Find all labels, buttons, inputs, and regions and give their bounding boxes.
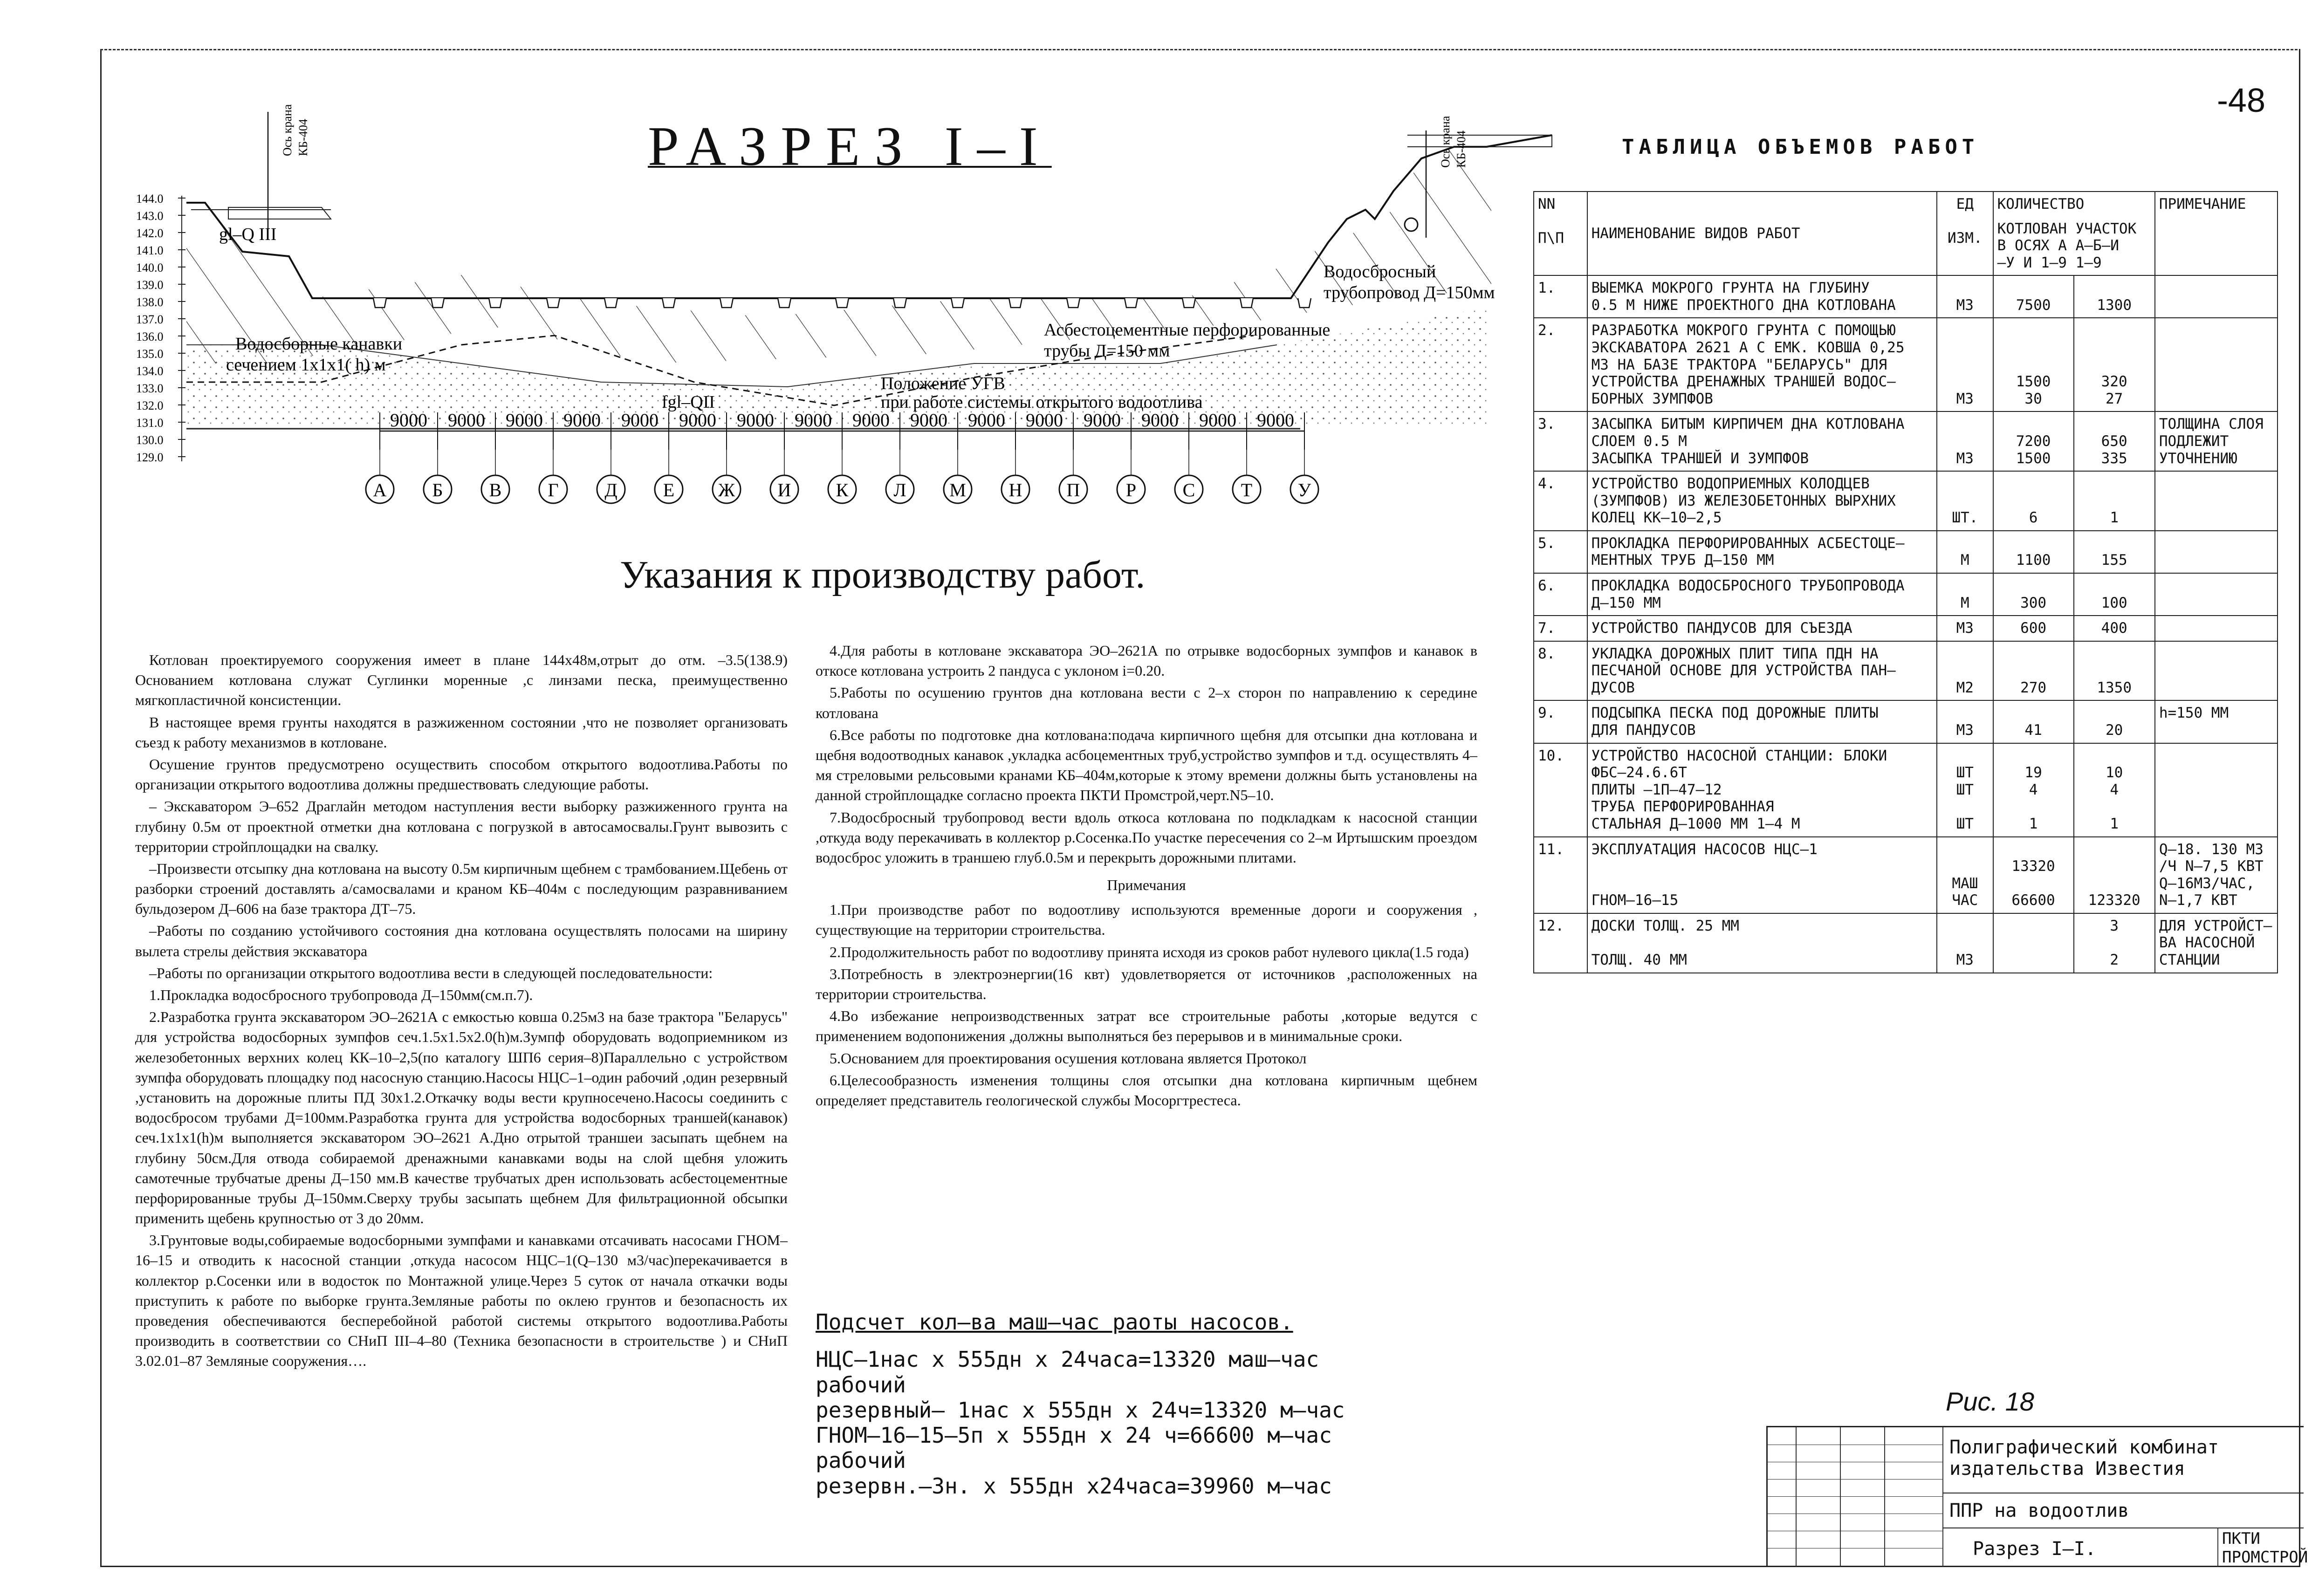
paragraph: 5.Работы по осушению грунтов дна котлована вести с 2–х сторон по направлению к середине котлована	[816, 684, 1477, 721]
row-qty-pit: 300	[1993, 573, 2074, 616]
row-note	[2155, 616, 2278, 641]
row-note	[2155, 471, 2278, 531]
calc-line: резервн.–3н. х 555дн х24часа=39960 м–час	[816, 1473, 1332, 1499]
soil-left-label: gl–Q III	[219, 225, 277, 244]
paragraph: 1.Прокладка водосбросного трубопровода Д–150мм(см.п.7).	[149, 986, 533, 1003]
calc-line: рабочий	[816, 1372, 906, 1397]
row-qty-area: 10 4 1	[2074, 743, 2155, 837]
row-qty-pit: 41	[1993, 700, 2074, 743]
axis-label: П	[1066, 479, 1080, 500]
table-row	[1534, 318, 2278, 411]
elevation-label: 129.0	[136, 451, 164, 464]
row-note: Q–18. 130 М3 /Ч N–7,5 КВТ Q–16М3/ЧАС, N–1,7 КВТ	[2155, 837, 2278, 913]
table-title: ТАБЛИЦА ОБЪЕМОВ РАБОТ	[1622, 135, 1979, 159]
table-row	[1534, 641, 2278, 701]
calc-line: НЦС–1нас х 555дн х 24часа=13320 маш–час	[816, 1347, 1319, 1372]
table-row	[1534, 411, 2278, 471]
span-label: 9000	[1084, 410, 1121, 431]
elevation-label: 143.0	[136, 209, 164, 223]
axis-label: А	[373, 479, 387, 500]
header-name: НАИМЕНОВАНИЕ ВИДОВ РАБОТ	[1587, 192, 1937, 275]
ugv-label-1: Положение УГВ	[881, 374, 1005, 393]
paragraph: Котлован проектируемого сооружения имеет в плане 144х48м,отрыт до отм. –3.5(138.9) Основанием котлована служат Суглинки моренные ,с линзами песка, преимущественно мягкопластичной консистенции.	[135, 651, 788, 709]
span-label: 9000	[968, 410, 1005, 431]
table-row	[1534, 700, 2278, 743]
paragraph: –Работы по созданию устойчивого состояния дна котлована осуществлять полосами на ширину вылета стрелы действия экскаватора	[135, 922, 788, 959]
elevation-label: 144.0	[136, 192, 164, 205]
row-no: 8.	[1534, 641, 1587, 701]
axis-label: Ж	[718, 479, 735, 500]
section-title: РАЗРЕЗ I–I	[648, 115, 1052, 177]
row-qty-pit	[1993, 913, 2074, 973]
ditch-mark	[951, 298, 964, 308]
paragraph: 5.Основанием для проектирования осушения котлована является Протокол	[830, 1049, 1307, 1067]
discharge-label-1: Водосбросный	[1324, 262, 1436, 281]
span-label: 9000	[1026, 410, 1063, 431]
row-qty-area: 1300	[2074, 275, 2155, 318]
span-label: 9000	[1257, 410, 1294, 431]
axis-label: У	[1297, 479, 1311, 500]
instructions-title: Указания к производству работ.	[620, 553, 1146, 596]
calc-line: рабочий	[816, 1448, 906, 1473]
row-qty-area: 320 27	[2074, 318, 2155, 411]
row-qty-area: 1350	[2074, 641, 2155, 701]
span-label: 9000	[390, 410, 427, 431]
paragraph: 6.Целесообразность изменения толщины слоя отсыпки дна котлована кирпичным щебнем определяет представитель геологической службы Мосоргтрестеса.	[816, 1071, 1477, 1109]
row-unit: МАШ ЧАС	[1937, 837, 1993, 913]
axis-label: Л	[893, 479, 906, 500]
table-row	[1534, 531, 2278, 573]
row-unit: М3	[1937, 700, 1993, 743]
row-name: ДОСКИ ТОЛЩ. 25 ММ ТОЛЩ. 40 ММ	[1587, 913, 1937, 973]
row-note	[2155, 275, 2278, 318]
soil-mid-label: fgl–QII	[662, 392, 715, 412]
paragraph: В настоящее время грунты находятся в разжиженном состоянии ,что не позволяет организовать съезд к работу механизмов в котловане.	[135, 713, 788, 751]
span-label: 9000	[852, 410, 890, 431]
crane-axis-right-label: Ось крана КБ-404	[1439, 116, 1468, 168]
header-unit: ЕД ИЗМ.	[1937, 192, 1993, 275]
row-name: ЗАСЫПКА БИТЫМ КИРПИЧЕМ ДНА КОТЛОВАНА СЛОЕМ 0.5 М ЗАСЫПКА ТРАНШЕЙ И ЗУМПФОВ	[1587, 411, 1937, 471]
axis-label: Н	[1008, 479, 1022, 500]
span-label: 9000	[910, 410, 947, 431]
row-qty-pit: 600	[1993, 616, 2074, 641]
ditch-mark	[1298, 298, 1311, 308]
row-no: 10.	[1534, 743, 1587, 837]
profile-drawing	[135, 103, 1557, 522]
row-unit: М3	[1937, 913, 1993, 973]
row-note	[2155, 531, 2278, 573]
ditch-mark	[1240, 298, 1253, 308]
axis-label: М	[949, 479, 966, 500]
elevation-label: 139.0	[136, 278, 164, 292]
table-row	[1534, 471, 2278, 531]
calc-title: Подсчет кол–ва маш–час раоты насосов.	[816, 1309, 1293, 1335]
table-row	[1534, 913, 2278, 973]
row-no: 3.	[1534, 411, 1587, 471]
elevation-label: 142.0	[136, 226, 164, 240]
axis-label: К	[836, 479, 849, 500]
row-qty-pit: 19 4 1	[1993, 743, 2074, 837]
paragraph: – Экскаватором Э–652 Драглайн методом наступления вести выборку разжиженного грунта на глубину 0.5м от проектной отметки дна котлована с погрузкой в автосамосвалы.Грунт вывозить с территории стройплощадки на свалку.	[135, 798, 788, 855]
elevation-label: 135.0	[136, 347, 164, 361]
stamp-doc: ППР на водоотлив	[1949, 1500, 2129, 1521]
figure-label: Рис. 18	[1946, 1387, 2034, 1416]
calc-line: ГНОМ–16–15–5п х 555дн х 24 ч=66600 м–час	[816, 1423, 1332, 1448]
ditch-mark	[489, 298, 502, 308]
row-name: ЭКСПЛУАТАЦИЯ НАСОСОВ НЦС–1 ГНОМ–16–15	[1587, 837, 1937, 913]
notes-title: Примечания	[1107, 877, 1186, 894]
row-unit: М	[1937, 531, 1993, 573]
row-name: ПРОКЛАДКА ПЕРФОРИРОВАННЫХ АСБЕСТОЦЕ– МЕНТНЫХ ТРУБ Д–150 ММ	[1587, 531, 1937, 573]
ditch-mark	[431, 298, 444, 308]
span-label: 9000	[1199, 410, 1236, 431]
elevation-label: 130.0	[136, 433, 164, 447]
paragraph: 4.Для работы в котловане экскаватора ЭО–2621А по отрывке водосборных зумпфов и канавок в откосе котлована устроить 2 пандуса с уклоном i=0.20.	[816, 642, 1477, 679]
title-block-grid	[1768, 1427, 1942, 1567]
ditch-mark	[893, 298, 906, 308]
pipe-label-1: Асбестоцементные перфорированные	[1044, 320, 1331, 340]
span-label: 9000	[563, 410, 601, 431]
instructions-left-column	[135, 650, 788, 1373]
row-note: ДЛЯ УСТРОЙСТ– ВА НАСОСНОЙ СТАНЦИИ	[2155, 913, 2278, 973]
row-no: 7.	[1534, 616, 1587, 641]
row-qty-area: 3 2	[2074, 913, 2155, 973]
pump-hours-calc	[816, 1309, 1459, 1499]
ditch-label-2: сечением 1х1х1( h) м	[226, 355, 386, 375]
row-no: 4.	[1534, 471, 1587, 531]
row-name: ВЫЕМКА МОКРОГО ГРУНТА НА ГЛУБИНУ 0.5 М НИЖЕ ПРОЕКТНОГО ДНА КОТЛОВАНА	[1587, 275, 1937, 318]
span-label: 9000	[506, 410, 543, 431]
row-unit: М3	[1937, 275, 1993, 318]
ugv-label-2: при работе системы открытого водоотлива	[881, 392, 1203, 412]
table-row	[1534, 616, 2278, 641]
elevation-label: 136.0	[136, 330, 164, 343]
stamp-sheet: Разрез I–I.	[1973, 1538, 2096, 1560]
page-number: -48	[2216, 82, 2265, 119]
paragraph: 3.Грунтовые воды,собираемые водосборными зумпфами и канавками отсачивать насосами ГНОМ–16–15 и отводить к насосной станции ,откуда насосом НЦС–1(Q–130 м3/час)перекачивается в коллектор р.Сосенки или в водосток по Монтажной улице.Через 5 суток от начала откачки воды приступить к работе по выборке грунта.Земляные работы по оклею грунтов и безопасность их проведения обеспечиваются бесперебойной работой системы открытого водоотлива.Работы производить в соответствии со СНиП III–4–80 (Техника безопасности в строительстве ) и СНиП 3.02.01–87 Земляные сооружения….	[135, 1232, 788, 1370]
row-qty-pit: 1100	[1993, 531, 2074, 573]
elevation-label: 132.0	[136, 399, 164, 412]
row-name: УКЛАДКА ДОРОЖНЫХ ПЛИТ ТИПА ПДН НА ПЕСЧАНОЙ ОСНОВЕ ДЛЯ УСТРОЙСТВА ПАН– ДУСОВ	[1587, 641, 1937, 701]
elevation-label: 140.0	[136, 261, 164, 274]
ditch-mark	[836, 298, 849, 308]
axis-label: И	[777, 479, 791, 500]
row-note	[2155, 573, 2278, 616]
ditch-mark	[662, 298, 675, 308]
row-qty-area: 400	[2074, 616, 2155, 641]
stamp-dept-2: ПРОМСТРОЙ	[2222, 1548, 2308, 1567]
row-no: 11.	[1534, 837, 1587, 913]
row-qty-area: 20	[2074, 700, 2155, 743]
row-no: 12.	[1534, 913, 1587, 973]
header-qty: КОЛИЧЕСТВО	[1993, 192, 2155, 217]
row-name: УСТРОЙСТВО НАСОСНОЙ СТАНЦИИ: БЛОКИ ФБС–24.6.6Т ПЛИТЫ –1П–47–12 ТРУБА ПЕРФОРИРОВАННАЯ СТАЛЬНАЯ Д–1000 ММ 1–4 М	[1587, 743, 1937, 837]
row-qty-pit: 6	[1993, 471, 2074, 531]
instructions-right-column	[816, 641, 1477, 1112]
row-qty-area: 1	[2074, 471, 2155, 531]
elevation-label: 138.0	[136, 295, 164, 309]
row-no: 9.	[1534, 700, 1587, 743]
axis-label: Т	[1241, 479, 1253, 500]
axis-markers	[366, 475, 1318, 503]
row-no: 5.	[1534, 531, 1587, 573]
elevation-label: 134.0	[136, 364, 164, 378]
axis-label: С	[1182, 479, 1195, 500]
calc-line: резервный– 1нас х 555дн х 24ч=13320 м–час	[816, 1397, 1345, 1423]
elevation-label: 133.0	[136, 382, 164, 395]
stamp-org-2: издательства Известия	[1949, 1458, 2185, 1480]
frame-top-edge	[100, 49, 2298, 50]
table-row	[1534, 837, 2278, 913]
row-name: УСТРОЙСТВО ПАНДУСОВ ДЛЯ СЪЕЗДА	[1587, 616, 1937, 641]
discharge-label-2: трубопровод Д=150мм	[1324, 283, 1495, 302]
row-qty-pit: 1500 30	[1993, 318, 2074, 411]
span-label: 9000	[1141, 410, 1179, 431]
row-unit: ШТ.	[1937, 471, 1993, 531]
row-qty-pit: 13320 66600	[1993, 837, 2074, 913]
row-qty-pit: 7500	[1993, 275, 2074, 318]
pipe-label-2: трубы Д=150 мм	[1044, 341, 1170, 361]
row-unit: М3	[1937, 411, 1993, 471]
ditch-mark	[1009, 298, 1022, 308]
row-qty-area: 100	[2074, 573, 2155, 616]
stamp-org-1: Полиграфический комбинат	[1949, 1437, 2219, 1458]
table-header-row	[1534, 192, 2278, 217]
ditch-mark	[1182, 298, 1195, 308]
span-label: 9000	[795, 410, 832, 431]
row-unit: М3	[1937, 318, 1993, 411]
row-note	[2155, 318, 2278, 411]
dimension-chain	[380, 410, 1304, 475]
title-block	[1766, 1426, 2308, 1567]
table-row	[1534, 573, 2278, 616]
row-note	[2155, 641, 2278, 701]
works-volume-table	[1533, 191, 2278, 973]
row-unit: М3	[1937, 616, 1993, 641]
row-unit: ШТ ШТ ШТ	[1937, 743, 1993, 837]
paragraph: 3.Потребность в электроэнергии(16 квт) удовлетворяется от источников ,расположенных на территории строительства.	[816, 965, 1477, 1002]
span-label: 9000	[448, 410, 485, 431]
header-note-empty	[2155, 217, 2278, 276]
paragraph: 2.Разработка грунта экскаватором ЭО–2621А с емкостью ковша 0.25м3 на базе трактора "Беларусь" для устройства водосборных зумпфов сеч.1.5х1.5х2.0(h)м.Зумпф оборудовать водоприемником из железобетонных верхних колец КК–10–2,5(по каталогу ШП6 серия–8)Параллельно с устройством зумпфа оборудовать площадку под насосную станцию.Насосы НЦС–1–один рабочий ,один резервный ,установить на дорожные плиты ПД 30х1.2.Откачку воды вести крупносечено.Насосы соединить с водосбросом трубами Д=100мм.Разработка грунта для устройства водосборных траншей(канавок) сеч.1х1х1(h)м выполняется экскаватором ЭО–2621 А.Дно отрытой траншеи засыпать щебнем на глубину 50см.Для отвода собираемой дренажными канавками воды на слой щебня уложить самотечные трубчатые дрены Д–150 мм.В качестве трубчатых дрен использовать асбестоцементные перфорированные трубы Д–150мм.Сверху трубы засыпать щебнем Для фильтрационной обсыпки применить щебень крупностью от 3 до 20мм.	[135, 1008, 788, 1227]
row-note	[2155, 743, 2278, 837]
paragraph: 4.Во избежание непроизводственных затрат все строительные работы ,которые ведутся с применением водопонижения ,должны выполняться без перерывов и в минимальные сроки.	[816, 1007, 1477, 1045]
row-note: ТОЛЩИНА СЛОЯ ПОДЛЕЖИТ УТОЧНЕНИЮ	[2155, 411, 2278, 471]
ditch-mark	[1067, 298, 1080, 308]
ditch-mark	[1125, 298, 1138, 308]
header-note: ПРИМЕЧАНИЕ	[2155, 192, 2278, 217]
ditch-mark	[778, 298, 791, 308]
table-row	[1534, 743, 2278, 837]
paragraph: 1.При производстве работ по водоотливу используются временные дороги и сооружения , существующие на территории строительства.	[816, 901, 1477, 938]
axis-label: В	[489, 479, 502, 500]
row-qty-area: 155	[2074, 531, 2155, 573]
elevation-label: 141.0	[136, 244, 164, 257]
ditch-mark	[604, 298, 617, 308]
ditch-mark	[373, 298, 386, 308]
table-body	[1534, 275, 2278, 973]
crane-axis-left-label: Ось крана КБ-404	[281, 104, 310, 156]
header-no: NN П\П	[1534, 192, 1587, 275]
ditch-label-1: Водосборные канавки	[235, 334, 403, 354]
table-row	[1534, 275, 2278, 318]
row-no: 6.	[1534, 573, 1587, 616]
span-label: 9000	[737, 410, 774, 431]
paragraph: –Произвести отсыпку дна котлована на высоту 0.5м кирпичным щебнем с трамбованием.Щебень от разборки строений доставлять а/самосвалами и краном КБ–404м с последующим разравниванием бульдозером Д–606 на базе трактора ДТ–75.	[135, 860, 788, 918]
axis-label: Б	[432, 479, 443, 500]
paragraph: Осушение грунтов предусмотрено осуществить способом открытого водоотлива.Работы по организации открытого водоотлива должны предшествовать следующие работы.	[135, 755, 788, 793]
ditch-mark	[547, 298, 560, 308]
row-qty-area: 123320	[2074, 837, 2155, 913]
header-qty-sub: КОТЛОВАН УЧАСТОК В ОСЯХ А А–Б–И –У И 1–9 1–9	[1993, 217, 2155, 276]
row-qty-area: 650 335	[2074, 411, 2155, 471]
stamp-dept-1: ПКТИ	[2222, 1529, 2260, 1548]
paragraph: –Работы по организации открытого водоотлива вести в следующей последовательности:	[149, 964, 713, 981]
axis-label: Е	[663, 479, 675, 500]
axis-label: Д	[604, 479, 617, 500]
elevation-scale	[136, 192, 185, 464]
axis-label: Р	[1125, 479, 1137, 500]
row-qty-pit: 270	[1993, 641, 2074, 701]
span-label: 9000	[679, 410, 716, 431]
paragraph: 7.Водосбросный трубопровод вести вдоль откоса котлована по подкладкам к насосной станции ,откуда воду перекачивать в коллектор р.Сосенка.По участке пересечения со 2–м Иртышским проездом водосброс уложить в траншею глуб.0.5м и перекрыть дорожными плитами.	[816, 808, 1477, 866]
paragraph: 2.Продолжительность работ по водоотливу принята исходя из сроков работ нулевого цикла(1.5 года)	[830, 943, 1469, 960]
span-label: 9000	[621, 410, 659, 431]
row-name: УСТРОЙСТВО ВОДОПРИЕМНЫХ КОЛОДЦЕВ (ЗУМПФОВ) ИЗ ЖЕЛЕЗОБЕТОННЫХ ВЫРХНИХ КОЛЕЦ КК–10–2,5	[1587, 471, 1937, 531]
row-name: ПОДСЫПКА ПЕСКА ПОД ДОРОЖНЫЕ ПЛИТЫ ДЛЯ ПАНДУСОВ	[1587, 700, 1937, 743]
elevation-label: 131.0	[136, 416, 164, 430]
ditch-mark	[720, 298, 733, 308]
row-name: ПРОКЛАДКА ВОДОСБРОСНОГО ТРУБОПРОВОДА Д–150 ММ	[1587, 573, 1937, 616]
row-qty-pit: 7200 1500	[1993, 411, 2074, 471]
row-note: h=150 ММ	[2155, 700, 2278, 743]
elevation-label: 137.0	[136, 313, 164, 326]
paragraph: 6.Все работы по подготовке дна котлована:подача кирпичного щебня для отсыпки дна котлована и щебня водоотводных канавок ,укладка асбоцементных труб,устройство зумпфов и т.д. осуществлять 4–мя стреловыми рельсовыми кранами КБ–404м,которые к этому времени должны быть установлены на данной стройплощадке согласно проекта ПКТИ Промстрой,черт.N5–10.	[816, 726, 1477, 804]
row-no: 1.	[1534, 275, 1587, 318]
row-no: 2.	[1534, 318, 1587, 411]
row-name: РАЗРАБОТКА МОКРОГО ГРУНТА С ПОМОЩЬЮ ЭКСКАВАТОРА 2621 А С ЕМК. КОВША 0,25 М3 НА БАЗЕ ТРАКТОРА "БЕЛАРУСЬ" ДЛЯ УСТРОЙСТВА ДРЕНАЖНЫХ ТРАНШЕЙ ВОДОС– БОРНЫХ ЗУМПФОВ	[1587, 318, 1937, 411]
section-profile	[135, 103, 1557, 522]
axis-label: Г	[548, 479, 559, 500]
row-unit: М	[1937, 573, 1993, 616]
row-unit: М2	[1937, 641, 1993, 701]
